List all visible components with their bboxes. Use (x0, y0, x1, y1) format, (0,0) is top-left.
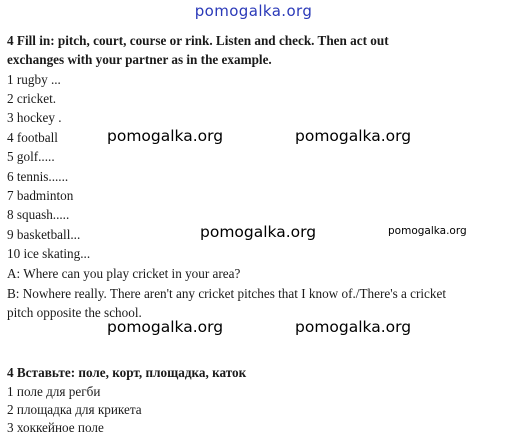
watermark: pomogalka.org (200, 223, 317, 241)
watermark: pomogalka.org (295, 318, 412, 336)
list-item: 2 cricket. (7, 91, 57, 106)
dialog-line-b-continued: pitch opposite the school. (7, 305, 142, 320)
ru-task-heading: 4 Вставьте: поле, корт, площадка, каток (7, 365, 247, 380)
watermark: pomogalka.org (107, 127, 224, 145)
list-item: 7 badminton (7, 188, 74, 203)
ru-list-item: 1 поле для регби (7, 384, 101, 399)
task-heading-line-1: 4 Fill in: pitch, court, course or rink. Listen and check. Then act out (7, 33, 389, 48)
ru-list-item: 2 площадка для крикета (7, 402, 142, 417)
task-heading-line-2: exchanges with your partner as in the example. (7, 52, 272, 67)
site-header: pomogalka.org (194, 2, 313, 20)
watermark: pomogalka.org (295, 127, 412, 145)
list-item: 3 hockey . (7, 110, 62, 125)
list-item: 9 basketball... (7, 227, 81, 242)
ru-list-item: 3 хоккейное поле (7, 420, 104, 435)
list-item: 6 tennis...... (7, 169, 69, 184)
list-item: 4 football (7, 130, 58, 145)
watermark: pomogalka.org (107, 318, 224, 336)
dialog-line-b: B: Nowhere really. There aren't any cricket pitches that I know of./There's a cricket (7, 286, 447, 301)
watermark: pomogalka.org (388, 225, 467, 237)
dialog-line-a: A: Where can you play cricket in your area? (7, 266, 241, 281)
list-item: 5 golf..... (7, 149, 55, 164)
list-item: 8 squash..... (7, 207, 70, 222)
list-item: 10 ice skating... (7, 246, 91, 261)
list-item: 1 rugby ... (7, 72, 61, 87)
